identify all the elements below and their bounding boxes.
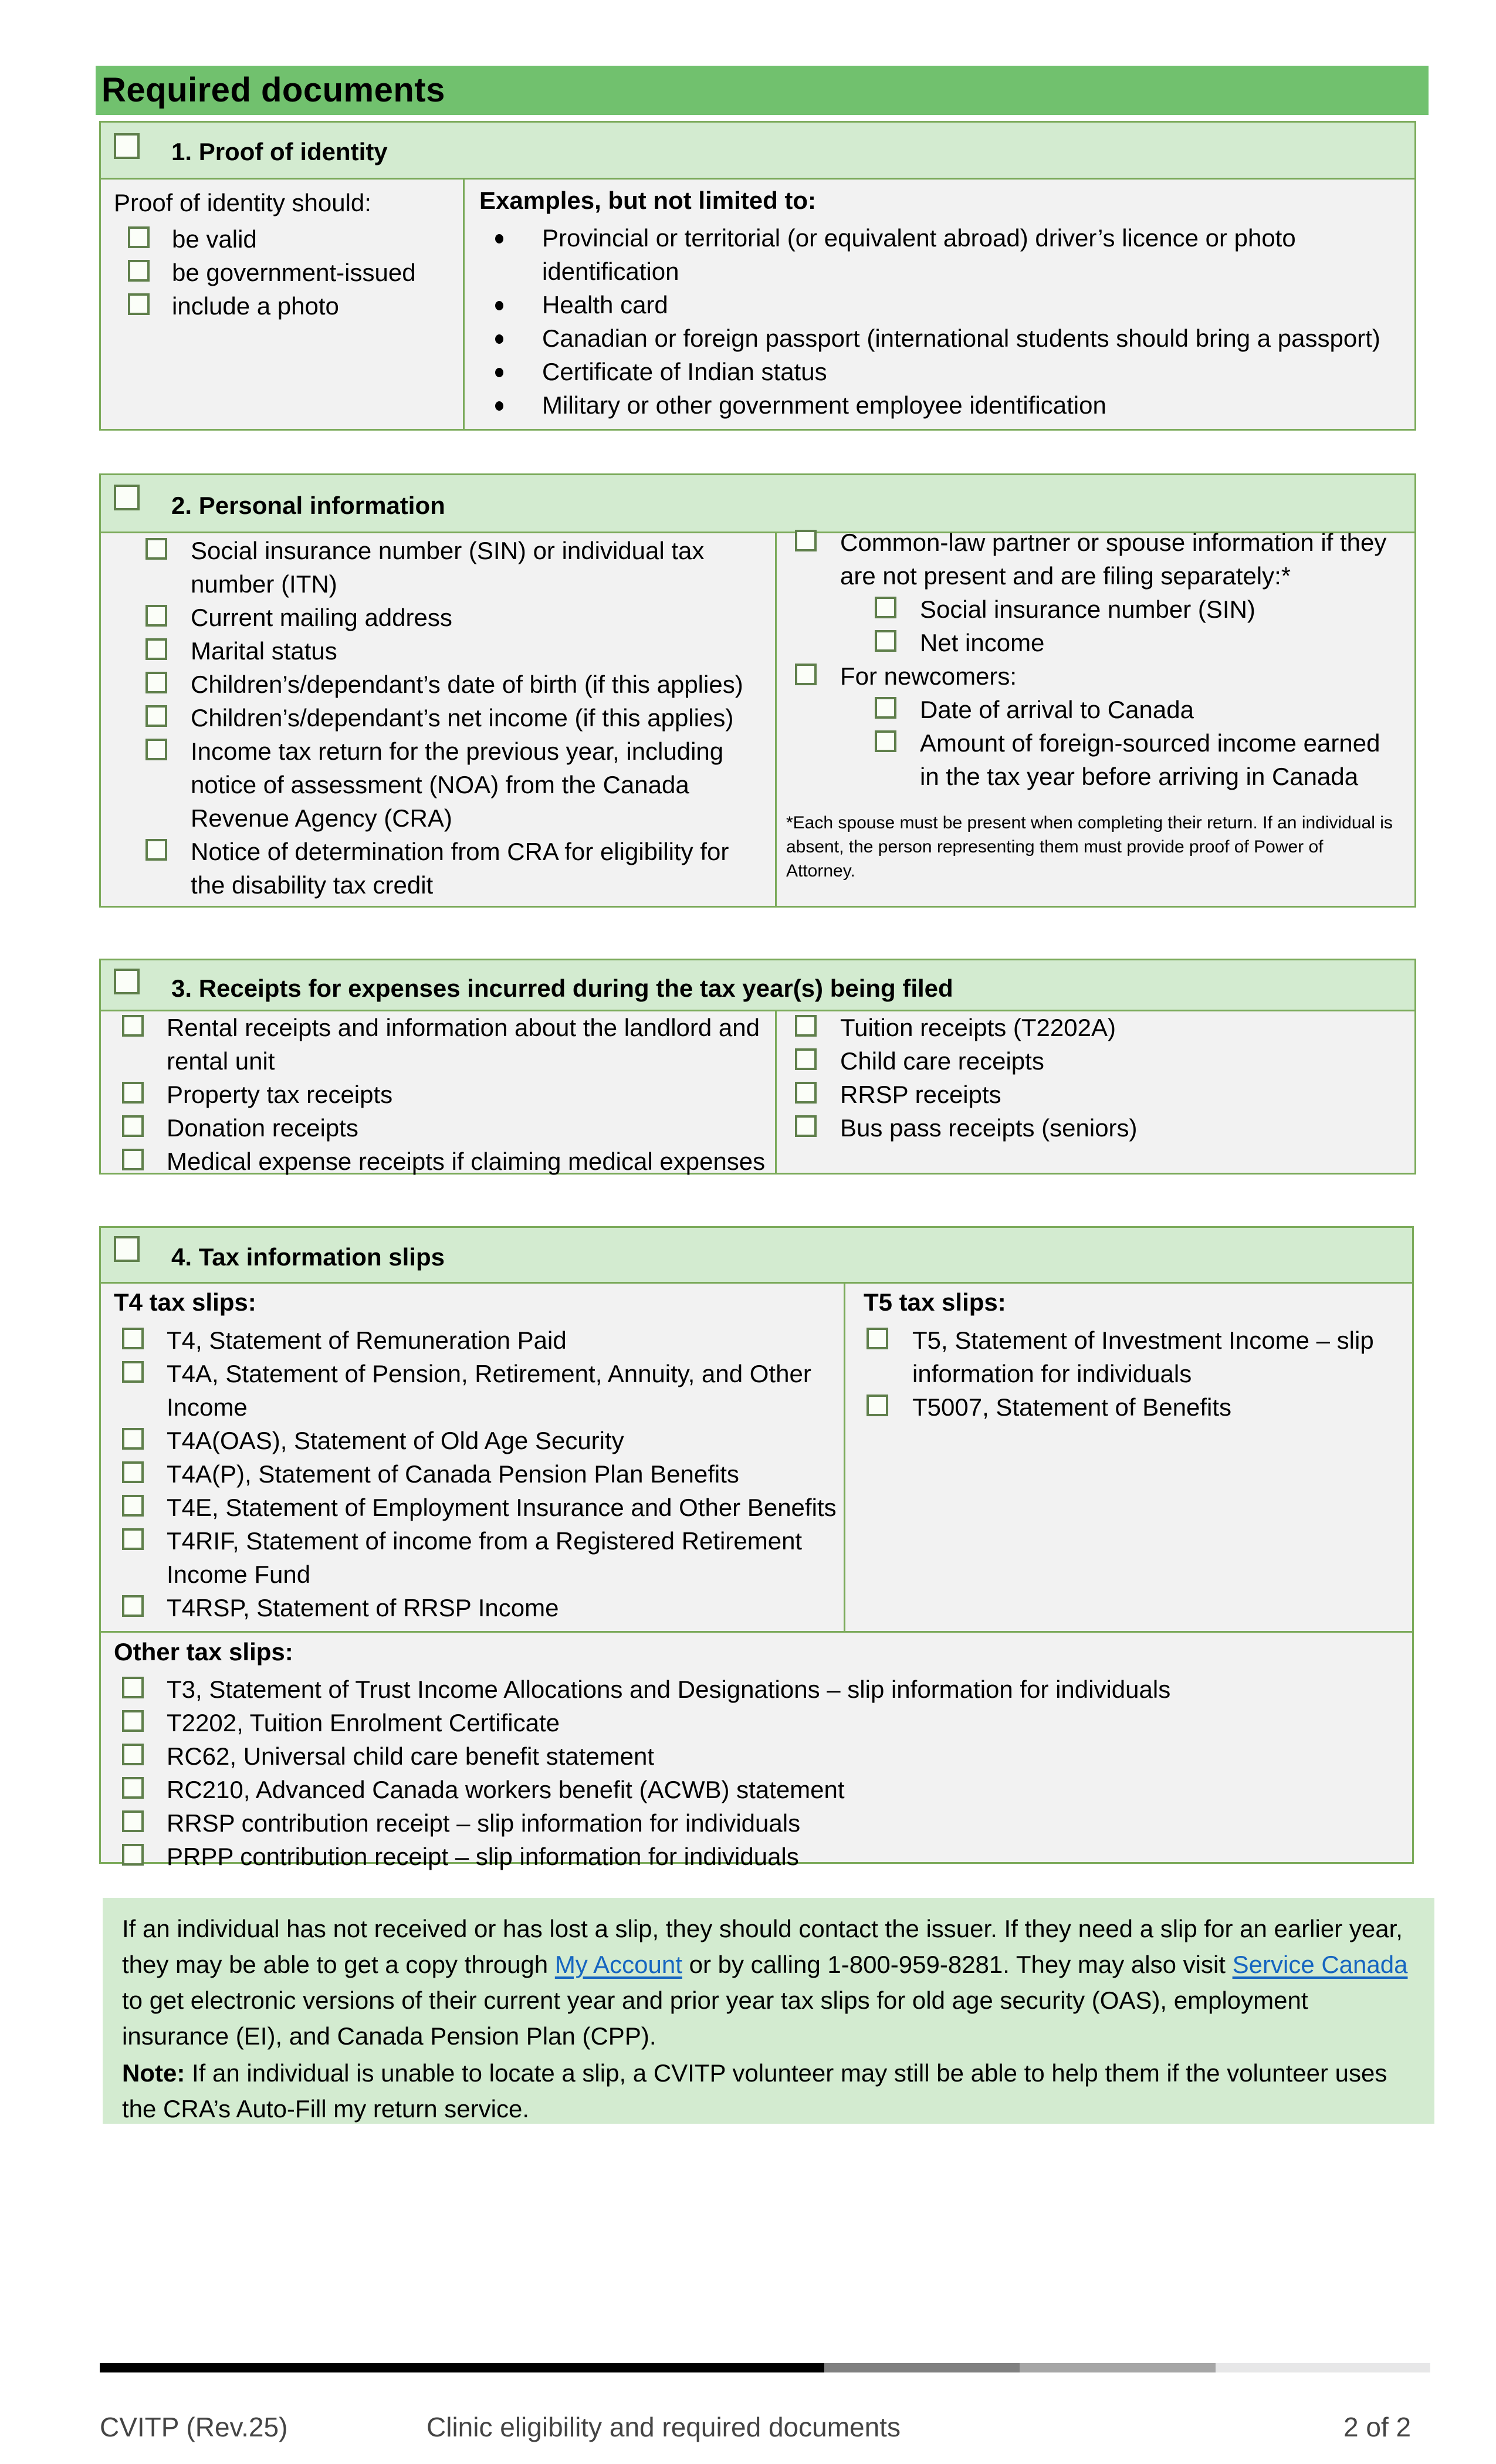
t4-slip-item[interactable]: T4A, Statement of Pension, Retirement, Annuity, and Other Income: [122, 1357, 838, 1424]
bullet-icon: [495, 334, 503, 344]
newcomers-sub-item[interactable]: Amount of foreign-sourced income earned in the tax year before arriving in Canada: [795, 726, 1399, 793]
checkbox[interactable]: [122, 1710, 144, 1732]
section-tax-slips: [99, 1226, 1414, 1870]
section-checkbox[interactable]: [114, 485, 140, 510]
footer-document-title: Clinic eligibility and required documents: [427, 2412, 901, 2442]
receipts-left-list: [122, 1011, 767, 1178]
other-slips-heading: Other tax slips:: [114, 1638, 293, 1666]
t4-slip-item[interactable]: T4, Statement of Remuneration Paid: [122, 1324, 838, 1357]
column-divider: [844, 1282, 845, 1631]
criteria-item[interactable]: be valid: [128, 222, 456, 256]
criteria-list: [128, 222, 456, 323]
other-slip-item[interactable]: T3, Statement of Trust Income Allocations and Designations – slip information for individuals: [122, 1673, 1395, 1706]
example-item: Provincial or territorial (or equivalent abroad) driver’s licence or photo identification: [495, 221, 1399, 288]
checkbox[interactable]: [122, 1361, 144, 1383]
note-paragraph-2: Note: If an individual is unable to locate a slip, a CVITP volunteer may still be able to help them if the volunteer uses the CRA’s Auto-Fill my return service.: [122, 2059, 1387, 2123]
footer-bar-segment-2: [824, 2363, 1020, 2372]
example-item: Canadian or foreign passport (international students should bring a passport): [495, 321, 1399, 355]
checkbox[interactable]: [122, 1844, 144, 1866]
checkbox[interactable]: [145, 672, 167, 693]
checkbox[interactable]: [122, 1428, 144, 1450]
row-divider: [101, 1631, 1412, 1633]
checkbox[interactable]: [122, 1149, 144, 1170]
note-paragraph-1: If an individual has not received or has lost a slip, they should contact the issuer. If they need a slip for an earlier year, they may be able to get a copy through My Account or by calling 1-800-959-8281. They may also visit Service Canada to get electronic versions of their current year and prior year tax slips for old age security (OAS), employment insurance (EI), and Canada Pension Plan (CPP).: [122, 1915, 1408, 2050]
personal-item[interactable]: Current mailing address: [145, 601, 767, 634]
checkbox[interactable]: [122, 1810, 144, 1832]
section-title: 4. Tax information slips: [171, 1243, 445, 1271]
note-label: Note:: [122, 2059, 185, 2087]
missing-slip-note: [103, 1898, 1434, 2124]
receipt-item[interactable]: Rental receipts and information about the landlord and rental unit: [122, 1011, 767, 1078]
checkbox[interactable]: [795, 530, 817, 551]
checkbox[interactable]: [122, 1495, 144, 1517]
spouse-item[interactable]: Common-law partner or spouse information if they are not present and are filing separately:*: [795, 526, 1399, 593]
personal-item[interactable]: Income tax return for the previous year, including notice of assessment (NOA) from the Canada Revenue Agency (CRA): [145, 735, 767, 835]
spouse-footnote: *Each spouse must be present when completing their return. If an individual is absent, the person representing them must provide proof of Power of Attorney.: [786, 813, 1393, 881]
receipt-item[interactable]: Child care receipts: [795, 1044, 1399, 1078]
newcomers-sub-item[interactable]: Date of arrival to Canada: [795, 693, 1399, 726]
section-header: [101, 1228, 1412, 1284]
bullet-icon: [495, 301, 503, 310]
my-account-link[interactable]: My Account: [554, 1951, 682, 1978]
checkbox[interactable]: [795, 1015, 817, 1037]
t4-slip-item[interactable]: T4RIF, Statement of income from a Registered Retirement Income Fund: [122, 1524, 838, 1591]
personal-right-list: [795, 526, 1399, 793]
t4-heading: T4 tax slips:: [114, 1288, 256, 1316]
receipts-right-list: [795, 1011, 1399, 1145]
checkbox[interactable]: [122, 1328, 144, 1349]
spouse-sub-item[interactable]: Social insurance number (SIN): [795, 593, 1399, 626]
checkbox[interactable]: [795, 1082, 817, 1104]
t5-list: [867, 1324, 1400, 1424]
t5-slip-item[interactable]: T5007, Statement of Benefits: [867, 1390, 1400, 1424]
checkbox[interactable]: [122, 1015, 144, 1037]
personal-item[interactable]: Children’s/dependant’s net income (if this applies): [145, 701, 767, 735]
checkbox[interactable]: [875, 630, 896, 652]
section-personal-information: [99, 473, 1416, 908]
checkbox[interactable]: [122, 1528, 144, 1550]
section-checkbox[interactable]: [114, 1236, 140, 1262]
checkbox[interactable]: [145, 538, 167, 560]
personal-item[interactable]: Marital status: [145, 634, 767, 668]
checkbox[interactable]: [122, 1595, 144, 1617]
other-slip-item[interactable]: PRPP contribution receipt – slip information for individuals: [122, 1840, 1395, 1873]
checkbox[interactable]: [875, 697, 896, 719]
checkbox[interactable]: [795, 1048, 817, 1070]
service-canada-link[interactable]: Service Canada: [1232, 1951, 1408, 1978]
newcomers-item[interactable]: For newcomers:: [795, 659, 1399, 693]
personal-item[interactable]: Notice of determination from CRA for eligibility for the disability tax credit: [145, 835, 767, 902]
personal-item[interactable]: Children’s/dependant’s date of birth (if this applies): [145, 668, 767, 701]
checkbox[interactable]: [145, 705, 167, 727]
section-proof-of-identity: [99, 121, 1416, 431]
section-checkbox[interactable]: [114, 133, 140, 159]
checkbox[interactable]: [145, 605, 167, 627]
checkbox[interactable]: [122, 1744, 144, 1765]
bullet-icon: [495, 368, 503, 377]
checkbox[interactable]: [875, 597, 896, 618]
checkbox[interactable]: [128, 260, 150, 282]
section-checkbox[interactable]: [114, 969, 140, 994]
bullet-icon: [495, 401, 503, 411]
other-slip-item[interactable]: T2202, Tuition Enrolment Certificate: [122, 1706, 1395, 1739]
t4-list: [122, 1324, 838, 1624]
criteria-item[interactable]: be government-issued: [128, 256, 456, 289]
column-divider: [775, 1010, 777, 1173]
personal-left-list: [145, 534, 767, 902]
checkbox[interactable]: [122, 1082, 144, 1104]
other-slip-item[interactable]: RRSP contribution receipt – slip information for individuals: [122, 1806, 1395, 1840]
section-header: [101, 475, 1414, 533]
checkbox[interactable]: [122, 1461, 144, 1483]
footer-page-number: 2 of 2: [1343, 2412, 1412, 2442]
receipt-item[interactable]: RRSP receipts: [795, 1078, 1399, 1111]
t5-heading: T5 tax slips:: [864, 1288, 1006, 1316]
receipt-item[interactable]: Tuition receipts (T2202A): [795, 1011, 1399, 1044]
checkbox[interactable]: [795, 1115, 817, 1137]
example-item: Certificate of Indian status: [495, 355, 1399, 388]
section-receipts: [99, 959, 1416, 1175]
checkbox[interactable]: [145, 839, 167, 861]
checkbox[interactable]: [122, 1677, 144, 1698]
footer-form-code: CVITP (Rev.25): [100, 2412, 288, 2442]
section-header: [101, 960, 1414, 1011]
column-divider: [463, 178, 465, 429]
checkbox[interactable]: [795, 664, 817, 685]
checkbox[interactable]: [145, 638, 167, 660]
criteria-item[interactable]: include a photo: [128, 289, 456, 323]
receipt-item[interactable]: Donation receipts: [122, 1111, 767, 1145]
checkbox[interactable]: [875, 730, 896, 752]
t4-slip-item[interactable]: T4A(P), Statement of Canada Pension Plan Benefits: [122, 1457, 838, 1491]
other-slips-list: [122, 1673, 1395, 1873]
checkbox[interactable]: [122, 1115, 144, 1137]
checkbox[interactable]: [128, 293, 150, 315]
receipt-item[interactable]: Bus pass receipts (seniors): [795, 1111, 1399, 1145]
section-title: 2. Personal information: [171, 492, 445, 519]
example-item: Military or other government employee identification: [495, 388, 1399, 422]
example-item: Health card: [495, 288, 1399, 321]
t5-slip-item[interactable]: T5, Statement of Investment Income – slip information for individuals: [867, 1324, 1400, 1390]
footer-bar-segment-3: [1020, 2363, 1216, 2372]
page-title: Required documents: [96, 66, 1429, 115]
examples-heading: Examples, but not limited to:: [479, 187, 817, 214]
spouse-sub-item[interactable]: Net income: [795, 626, 1399, 659]
section-header: [101, 123, 1414, 180]
footer-bar-segment-1: [100, 2363, 824, 2372]
checkbox[interactable]: [122, 1777, 144, 1799]
section-title: 3. Receipts for expenses incurred during the tax year(s) being filed: [171, 974, 953, 1002]
t4-slip-item[interactable]: T4A(OAS), Statement of Old Age Security: [122, 1424, 838, 1457]
receipt-item[interactable]: Medical expense receipts if claiming medical expenses: [122, 1145, 767, 1178]
receipt-item[interactable]: Property tax receipts: [122, 1078, 767, 1111]
t4-slip-item[interactable]: T4E, Statement of Employment Insurance and Other Benefits: [122, 1491, 838, 1524]
checkbox[interactable]: [145, 739, 167, 760]
checkbox[interactable]: [867, 1328, 888, 1349]
t4-slip-item[interactable]: T4RSP, Statement of RRSP Income: [122, 1591, 838, 1624]
column-divider: [775, 532, 777, 906]
examples-list: [495, 221, 1399, 422]
bullet-icon: [495, 234, 503, 243]
section-title: 1. Proof of identity: [171, 138, 388, 165]
other-slip-item[interactable]: RC210, Advanced Canada workers benefit (ACWB) statement: [122, 1773, 1395, 1806]
checkbox[interactable]: [867, 1395, 888, 1416]
footer-bar-segment-4: [1216, 2363, 1430, 2372]
checkbox[interactable]: [128, 226, 150, 248]
personal-item[interactable]: Social insurance number (SIN) or individual tax number (ITN): [145, 534, 767, 601]
other-slip-item[interactable]: RC62, Universal child care benefit statement: [122, 1739, 1395, 1773]
criteria-heading: Proof of identity should:: [114, 189, 371, 216]
